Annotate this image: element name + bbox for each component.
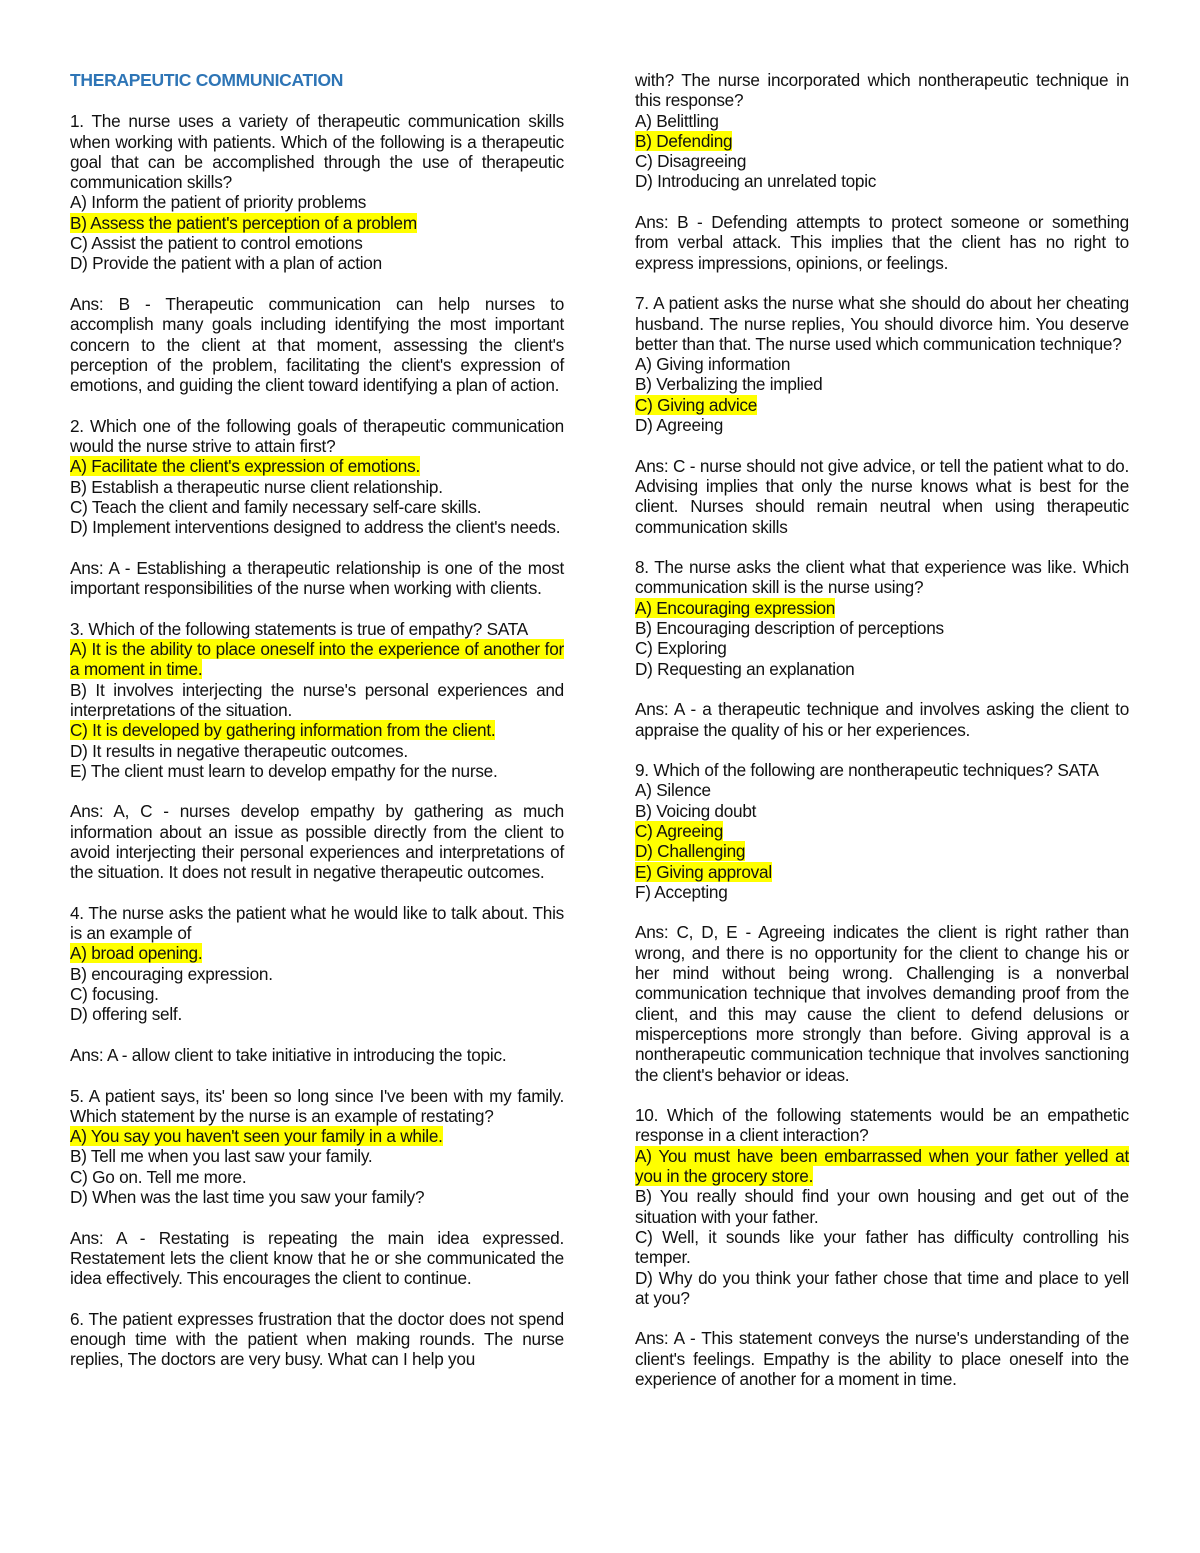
question-8-answer: Ans: A - a therapeutic technique and involves asking the client to appraise the quality of his or her experiences. bbox=[635, 699, 1129, 740]
question-4-option-c: C) focusing. bbox=[70, 984, 159, 1005]
question-1-option-b: B) Assess the patient's perception of a problem bbox=[70, 212, 417, 233]
question-3-option-d: D) It results in negative therapeutic outcomes. bbox=[70, 740, 408, 761]
question-5-answer: Ans: A - Restating is repeating the main idea expressed. Restatement lets the client know that he or she communicated the idea effectively. This encourages the client to continue. bbox=[70, 1227, 564, 1289]
question-8-option-b: B) Encouraging description of perceptions bbox=[635, 618, 944, 639]
question-3-stem: 3. Which of the following statements is true of empathy? SATA bbox=[70, 618, 528, 639]
question-1-option-d: D) Provide the patient with a plan of action bbox=[70, 253, 382, 274]
question-6-option-a: A) Belittling bbox=[635, 110, 719, 131]
question-8-stem: 8. The nurse asks the client what that experience was like. Which communication skill is the nurse using? bbox=[635, 557, 1129, 598]
question-4-answer: Ans: A - allow client to take initiative in introducing the topic. bbox=[70, 1044, 507, 1065]
question-2-option-d: D) Implement interventions designed to address the client's needs. bbox=[70, 517, 561, 538]
question-9-option-f: F) Accepting bbox=[635, 881, 728, 902]
question-9-option-a: A) Silence bbox=[635, 780, 711, 801]
question-9-option-d: D) Challenging bbox=[635, 841, 746, 862]
question-9-stem: 9. Which of the following are nontherapeutic techniques? SATA bbox=[635, 760, 1099, 781]
question-2-answer: Ans: A - Establishing a therapeutic relationship is one of the most important responsibilities of the nurse when working with clients. bbox=[70, 557, 564, 599]
question-5-option-c: C) Go on. Tell me more. bbox=[70, 1166, 247, 1187]
question-1-answer: Ans: B - Therapeutic communication can help nurses to accomplish many goals including identifying the most important concern to the client at that moment, assessing the client's perception of the problem, facilitating the client's expression of emotions, and guiding the client toward identifying a plan of action. bbox=[70, 293, 564, 396]
question-10-answer: Ans: A - This statement conveys the nurse's understanding of the client's feelings. Empathy is the ability to place oneself into the experience of another for a moment in time. bbox=[635, 1328, 1129, 1389]
question-7-option-d: D) Agreeing bbox=[635, 415, 724, 436]
question-4-option-a: A) broad opening. bbox=[70, 943, 203, 964]
question-9-option-b: B) Voicing doubt bbox=[635, 800, 757, 821]
question-10-stem: 10. Which of the following statements would be an empathetic response in a client interaction? bbox=[635, 1105, 1129, 1146]
question-6-option-d: D) Introducing an unrelated topic bbox=[635, 171, 877, 192]
left-column bbox=[70, 70, 564, 1370]
question-8-option-d: D) Requesting an explanation bbox=[635, 658, 855, 679]
question-10-option-d: D) Why do you think your father chose that time and place to yell at you? bbox=[635, 1267, 1129, 1308]
question-6-stem: 6. The patient expresses frustration that the doctor does not spend enough time with the patient when making rounds. The nurse replies, The doctors are very busy. What can I help you bbox=[70, 1308, 564, 1370]
question-3-option-e: E) The client must learn to develop empathy for the nurse. bbox=[70, 760, 498, 781]
question-10-option-c: C) Well, it sounds like your father has difficulty controlling his temper. bbox=[635, 1226, 1129, 1268]
question-5-option-a: A) You say you haven't seen your family in a while. bbox=[70, 1126, 443, 1147]
question-6-option-c: C) Disagreeing bbox=[635, 151, 747, 172]
question-10-option-a: A) You must have been embarrassed when your father yelled at you in the grocery store. bbox=[635, 1145, 1129, 1187]
question-7-stem: 7. A patient asks the nurse what she should do about her cheating husband. The nurse replies, You should divorce him. You deserve better than that. The nurse used which communication technique? bbox=[635, 293, 1129, 354]
page-title: THERAPEUTIC COMMUNICATION bbox=[70, 70, 344, 90]
question-2-stem: 2. Which one of the following goals of therapeutic communication would the nurse strive to attain first? bbox=[70, 415, 564, 457]
question-2-option-c: C) Teach the client and family necessary self-care skills. bbox=[70, 496, 482, 517]
question-6-answer: Ans: B - Defending attempts to protect someone or something from verbal attack. This implies that the client has no right to express impressions, opinions, or feelings. bbox=[635, 212, 1129, 273]
question-1-option-a: A) Inform the patient of priority problems bbox=[70, 192, 367, 213]
question-1-option-c: C) Assist the patient to control emotions bbox=[70, 233, 363, 254]
question-9-option-c: C) Agreeing bbox=[635, 820, 724, 841]
question-8-option-a: A) Encouraging expression bbox=[635, 597, 836, 618]
question-5-option-d: D) When was the last time you saw your family? bbox=[70, 1187, 425, 1208]
question-1-stem: 1. The nurse uses a variety of therapeutic communication skills when working with patients. Which of the following is a therapeutic goal that can be accomplished through the use of therapeutic communication skills? bbox=[70, 111, 564, 193]
question-5-option-b: B) Tell me when you last saw your family. bbox=[70, 1146, 373, 1167]
question-9-answer: Ans: C, D, E - Agreeing indicates the client is right rather than wrong, and there is no opportunity for the client to change his or her mind without being wrong. Challenging is a nonverbal communication technique that involves demanding proof from the client, and this may cause the client to defend delusions or misperceptions more strongly than before. Giving approval is a nontherapeutic communication technique that involves sanctioning the client's behavior or ideas. bbox=[635, 922, 1129, 1085]
question-3-option-c: C) It is developed by gathering information from the client. bbox=[70, 720, 496, 741]
question-6-stem-continued: with? The nurse incorporated which nontherapeutic technique in this response? bbox=[635, 70, 1129, 111]
question-3-answer: Ans: A, C - nurses develop empathy by gathering as much information about an issue as possible directly from the client to avoid interjecting their personal experiences and interpretations of the situation. It does not result in negative therapeutic outcomes. bbox=[70, 801, 564, 883]
question-4-option-b: B) encouraging expression. bbox=[70, 963, 273, 984]
question-3-option-a: A) It is the ability to place oneself into the experience of another for a moment in time. bbox=[70, 639, 564, 680]
question-2-option-b: B) Establish a therapeutic nurse client relationship. bbox=[70, 476, 443, 497]
question-8-option-c: C) Exploring bbox=[635, 638, 727, 659]
question-10-option-b: B) You really should find your own housing and get out of the situation with your father. bbox=[635, 1186, 1129, 1227]
question-5-stem: 5. A patient says, its' been so long since I've been with my family. Which statement by the nurse is an example of restating? bbox=[70, 1085, 564, 1126]
question-7-option-c: C) Giving advice bbox=[635, 394, 758, 415]
question-6-option-b: B) Defending bbox=[635, 130, 733, 151]
question-7-option-a: A) Giving information bbox=[635, 354, 791, 375]
right-column bbox=[635, 70, 1129, 1389]
question-4-option-d: D) offering self. bbox=[70, 1004, 182, 1025]
question-7-option-b: B) Verbalizing the implied bbox=[635, 374, 823, 395]
question-2-option-a: A) Facilitate the client's expression of emotions. bbox=[70, 456, 420, 477]
question-3-option-b: B) It involves interjecting the nurse's personal experiences and interpretations of the situation. bbox=[70, 679, 564, 720]
question-9-option-e: E) Giving approval bbox=[635, 861, 772, 882]
question-4-stem: 4. The nurse asks the patient what he would like to talk about. This is an example of bbox=[70, 902, 564, 944]
question-7-answer: Ans: C - nurse should not give advice, or tell the patient what to do. Advising implies that only the nurse knows what is best for the client. Nurses should remain neutral when using therapeutic communication skills bbox=[635, 455, 1129, 537]
